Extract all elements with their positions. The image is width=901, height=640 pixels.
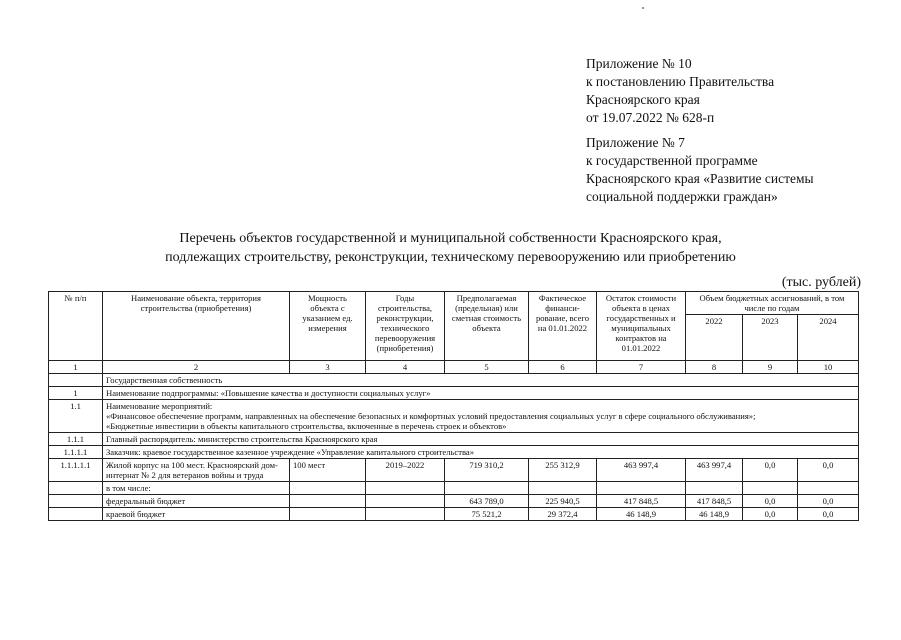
customer-label: Заказчик: краевое государственное казенное учреждение «Управление капитального строительства» bbox=[103, 446, 859, 459]
appendix-10-line: Красноярского края bbox=[586, 92, 700, 107]
manager-label: Главный распорядитель: министерство строительства Красноярского края bbox=[103, 433, 859, 446]
scan-speck bbox=[642, 7, 644, 9]
col-number: 2 bbox=[103, 361, 290, 374]
header-capacity: Мощность объекта с указанием ед. измерения bbox=[290, 292, 366, 361]
empty-cell bbox=[686, 482, 743, 495]
federal-cost: 643 789,0 bbox=[445, 495, 529, 508]
regional-row bbox=[49, 508, 859, 521]
empty-cell bbox=[366, 482, 445, 495]
federal-financed: 225 940,5 bbox=[529, 495, 597, 508]
empty-cell bbox=[366, 495, 445, 508]
header-row bbox=[49, 292, 859, 315]
col-number: 7 bbox=[597, 361, 686, 374]
federal-row bbox=[49, 495, 859, 508]
federal-2022: 417 848,5 bbox=[686, 495, 743, 508]
including-label: в том числе: bbox=[103, 482, 290, 495]
measure-line: Наименование мероприятий: bbox=[106, 401, 213, 411]
state-property-row bbox=[49, 374, 859, 387]
federal-2023: 0,0 bbox=[743, 495, 798, 508]
objects-table bbox=[48, 291, 859, 521]
empty-cell bbox=[49, 495, 103, 508]
empty-cell bbox=[597, 482, 686, 495]
subprogram-row bbox=[49, 387, 859, 400]
col-number: 8 bbox=[686, 361, 743, 374]
col-number: 5 bbox=[445, 361, 529, 374]
header-cost: Предполагаемая (предельная) или сметная стоимость объекта bbox=[445, 292, 529, 361]
regional-label: краевой бюджет bbox=[103, 508, 290, 521]
object-financed: 255 312,9 bbox=[529, 459, 597, 482]
regional-2024: 0,0 bbox=[798, 508, 859, 521]
unit-label: (тыс. рублей) bbox=[781, 275, 861, 290]
document-title bbox=[0, 229, 901, 267]
header-2024: 2024 bbox=[798, 315, 859, 361]
appendix-10-line: к постановлению Правительства bbox=[586, 74, 775, 89]
empty-cell bbox=[290, 495, 366, 508]
empty-cell bbox=[290, 482, 366, 495]
appendix-10-line: от 19.07.2022 № 628-п bbox=[586, 110, 715, 125]
empty-cell bbox=[743, 482, 798, 495]
appendix-7-block bbox=[586, 134, 814, 206]
empty-cell bbox=[445, 482, 529, 495]
customer-row bbox=[49, 446, 859, 459]
object-cost: 719 310,2 bbox=[445, 459, 529, 482]
header-name: Наименование объекта, территория строительства (приобретения) bbox=[103, 292, 290, 361]
appendix-10-line: Приложение № 10 bbox=[586, 56, 692, 71]
empty-cell bbox=[366, 508, 445, 521]
measure-num: 1.1 bbox=[49, 400, 103, 433]
header-remaining: Остаток стоимости объекта в ценах государственных и муниципальных контрактов на 01.01.2022 bbox=[597, 292, 686, 361]
regional-cost: 75 521,2 bbox=[445, 508, 529, 521]
col-number: 3 bbox=[290, 361, 366, 374]
header-num: № п/п bbox=[49, 292, 103, 361]
manager-row bbox=[49, 433, 859, 446]
regional-remaining: 46 148,9 bbox=[597, 508, 686, 521]
measure-cell bbox=[103, 400, 859, 433]
object-remaining: 463 997,4 bbox=[597, 459, 686, 482]
object-2023: 0,0 bbox=[743, 459, 798, 482]
object-2024: 0,0 bbox=[798, 459, 859, 482]
header-2022: 2022 bbox=[686, 315, 743, 361]
subprogram-label: Наименование подпрограммы: «Повышение качества и доступности социальных услуг» bbox=[103, 387, 859, 400]
header-budget-group: Объем бюджетных ассигнований, в том числе по годам bbox=[686, 292, 859, 315]
measure-line: «Финансовое обеспечение программ, направленных на обеспечение безопасных и комфортных условий предоставления социальных услуг в сфере социального обслуживания»; bbox=[106, 411, 756, 421]
regional-2023: 0,0 bbox=[743, 508, 798, 521]
empty-cell bbox=[290, 508, 366, 521]
regional-2022: 46 148,9 bbox=[686, 508, 743, 521]
col-number: 1 bbox=[49, 361, 103, 374]
empty-cell bbox=[798, 482, 859, 495]
customer-num: 1.1.1.1 bbox=[49, 446, 103, 459]
measure-line: «Бюджетные инвестиции в объекты капитального строительства, включенные в перечень строек и объектов» bbox=[106, 421, 507, 431]
empty-cell bbox=[49, 508, 103, 521]
regional-financed: 29 372,4 bbox=[529, 508, 597, 521]
header-financed: Фактическое финанси-рование, всего на 01.01.2022 bbox=[529, 292, 597, 361]
measure-row bbox=[49, 400, 859, 433]
col-number: 6 bbox=[529, 361, 597, 374]
appendix-7-line: социальной поддержки граждан» bbox=[586, 189, 778, 204]
federal-2024: 0,0 bbox=[798, 495, 859, 508]
col-number: 9 bbox=[743, 361, 798, 374]
col-number: 10 bbox=[798, 361, 859, 374]
subprogram-num: 1 bbox=[49, 387, 103, 400]
appendix-7-line: Приложение № 7 bbox=[586, 135, 685, 150]
empty-cell bbox=[529, 482, 597, 495]
object-row bbox=[49, 459, 859, 482]
object-name: Жилой корпус на 100 мест. Красноярский дом-интернат № 2 для ветеранов войны и труда bbox=[103, 459, 290, 482]
state-property-label: Государственная собственность bbox=[103, 374, 859, 387]
object-years: 2019–2022 bbox=[366, 459, 445, 482]
appendix-7-line: Красноярского края «Развитие системы bbox=[586, 171, 814, 186]
empty-cell bbox=[49, 482, 103, 495]
federal-remaining: 417 848,5 bbox=[597, 495, 686, 508]
col-number: 4 bbox=[366, 361, 445, 374]
title-line: подлежащих строительству, реконструкции, техническому перевооружению или приобретению bbox=[165, 250, 736, 265]
object-capacity: 100 мест bbox=[290, 459, 366, 482]
including-row bbox=[49, 482, 859, 495]
manager-num: 1.1.1 bbox=[49, 433, 103, 446]
federal-label: федеральный бюджет bbox=[103, 495, 290, 508]
object-2022: 463 997,4 bbox=[686, 459, 743, 482]
header-years: Годы строительства, реконструкции, технического перевооружения (приобретения) bbox=[366, 292, 445, 361]
column-number-row bbox=[49, 361, 859, 374]
header-2023: 2023 bbox=[743, 315, 798, 361]
object-num: 1.1.1.1.1 bbox=[49, 459, 103, 482]
appendix-7-line: к государственной программе bbox=[586, 153, 758, 168]
appendix-10-block bbox=[586, 55, 774, 127]
title-line: Перечень объектов государственной и муниципальной собственности Красноярского края, bbox=[179, 231, 722, 246]
empty-cell bbox=[49, 374, 103, 387]
